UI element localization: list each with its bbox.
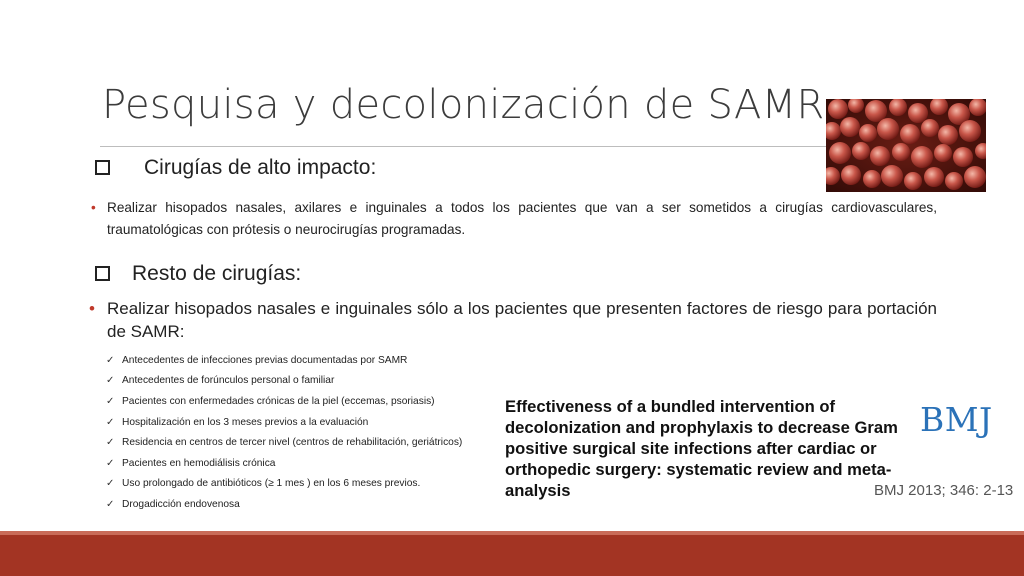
bullet-text: Realizar hisopados nasales e inguinales sólo a los pacientes que presenten factores de riesgo para portación de SAMR: — [107, 299, 937, 341]
list-item: ✓ Pacientes en hemodiálisis crónica — [106, 457, 276, 469]
bacteria-micrograph-image — [826, 99, 986, 192]
bullet-paragraph — [89, 297, 937, 343]
checkmark-icon: ✓ — [106, 457, 115, 469]
checkmark-icon: ✓ — [106, 478, 115, 490]
checkmark-icon: ✓ — [106, 498, 115, 510]
list-item: ✓ Pacientes con enfermedades crónicas de la piel (eccemas, psoriasis) — [106, 395, 435, 407]
checkbox-square-icon — [95, 160, 110, 175]
list-item: ✓ Hospitalización en los 3 meses previos a la evaluación — [106, 416, 369, 428]
bullet-text: Realizar hisopados nasales, axilares e inguinales a todos los pacientes que van a ser sometidos a cirugías cardiovasculares, traumatológicas con prótesis o neurocirugías programadas. — [107, 200, 937, 237]
section-heading-other-surgeries — [95, 262, 301, 286]
checkmark-icon: ✓ — [106, 437, 115, 449]
bullet-dot-icon: • — [89, 299, 95, 318]
slide-title: Pesquisa y decolonización de SAMR — [102, 82, 825, 128]
checkmark-icon: ✓ — [106, 354, 115, 366]
section-heading-label: Resto de cirugías: — [132, 262, 302, 285]
article-citation: BMJ 2013; 346: 2-13 — [874, 482, 1014, 499]
checkmark-icon: ✓ — [106, 375, 115, 387]
list-item: ✓ Antecedentes de infecciones previas documentadas por SAMR — [106, 354, 408, 366]
footer-bar — [0, 531, 1024, 576]
list-item: ✓ Residencia en centros de tercer nivel (centros de rehabilitación, geriátricos) — [106, 437, 463, 449]
section-heading-high-impact — [95, 156, 376, 180]
risk-factor-list — [106, 350, 462, 515]
bmj-logo: BMJ — [920, 400, 993, 439]
article-title: Effectiveness of a bundled intervention of decolonization and prophylaxis to decrease Gram positive surgical site infections after cardiac or orthopedic surgery: systematic review and meta-analysis — [505, 397, 898, 500]
bullet-paragraph — [91, 197, 937, 241]
checkmark-icon: ✓ — [106, 395, 115, 407]
checkbox-square-icon — [95, 266, 110, 281]
list-item: ✓ Antecedentes de forúnculos personal o familiar — [106, 375, 335, 387]
checkmark-icon: ✓ — [106, 416, 115, 428]
bullet-dot-icon: • — [91, 200, 96, 215]
list-item: ✓ Uso prolongado de antibióticos (≥ 1 mes ) en los 6 meses previos. — [106, 478, 421, 490]
list-item: ✓ Drogadicción endovenosa — [106, 498, 240, 510]
title-divider — [100, 146, 826, 147]
section-heading-label: Cirugías de alto impacto: — [144, 156, 377, 179]
